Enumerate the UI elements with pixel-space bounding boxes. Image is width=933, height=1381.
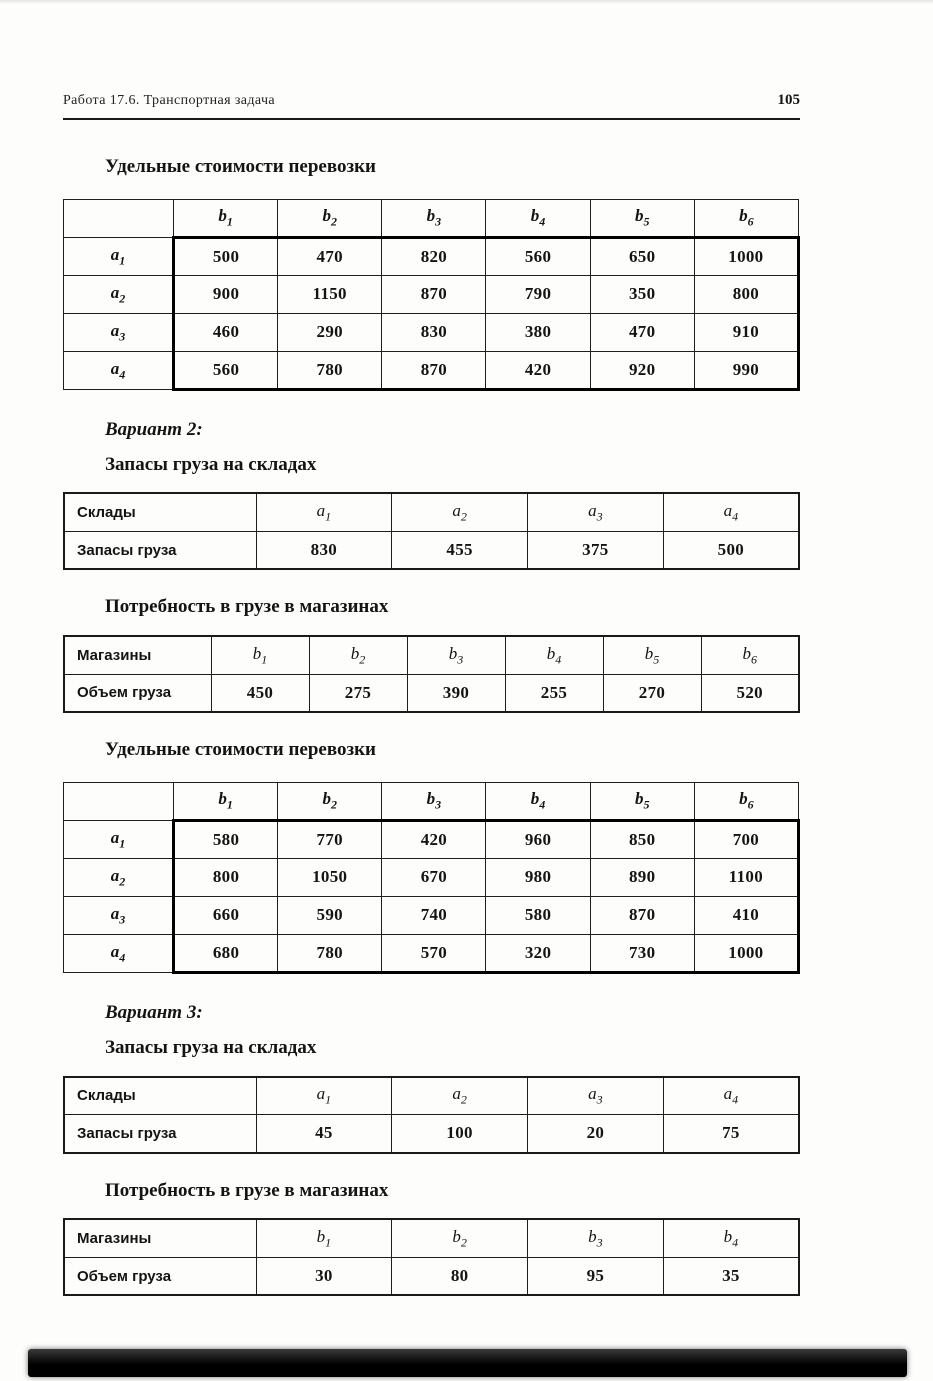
column-header [528, 1219, 664, 1257]
table-row [64, 896, 799, 934]
cost-value-cell: 870 [382, 351, 486, 389]
value-cell: 375 [528, 531, 664, 569]
value-cell: 270 [603, 674, 701, 712]
math-variable: a [723, 500, 733, 520]
cost-value-cell: 410 [694, 896, 798, 934]
cost-value-cell: 680 [174, 934, 278, 972]
math-subscript: 2 [330, 797, 337, 812]
column-header [256, 1077, 392, 1115]
math-variable: a [316, 500, 326, 520]
math-subscript: 4 [539, 214, 546, 229]
cost-value-cell: 990 [694, 351, 798, 389]
math-variable: b [723, 1226, 733, 1246]
math-variable: a [110, 827, 120, 847]
math-variable: b [218, 789, 227, 809]
table-row [64, 351, 799, 389]
value-cell: 830 [256, 531, 392, 569]
demand-table-variant2 [63, 635, 800, 713]
value-cell: 390 [407, 674, 505, 712]
math-subscript: 3 [119, 328, 126, 343]
value-cell: 455 [392, 531, 528, 569]
cost-value-cell: 570 [382, 934, 486, 972]
value-cell: 80 [392, 1257, 528, 1295]
value-cell: 45 [256, 1115, 392, 1153]
value-cell: 500 [663, 531, 799, 569]
math-subscript: 1 [325, 1092, 332, 1107]
column-header [256, 493, 392, 531]
cost-value-cell: 420 [486, 351, 590, 389]
column-header [603, 636, 701, 674]
math-subscript: 2 [460, 1092, 467, 1107]
column-header [590, 199, 694, 237]
math-subscript: 2 [330, 214, 337, 229]
heading-demand-2: Потребность в грузе в магазинах [105, 596, 389, 618]
math-variable: b [322, 789, 331, 809]
math-subscript: 2 [460, 1235, 467, 1250]
cost-value-cell: 960 [486, 820, 590, 858]
value-cell: 75 [663, 1115, 799, 1153]
math-variable: b [252, 643, 262, 663]
value-cell: 100 [392, 1115, 528, 1153]
column-header [392, 1219, 528, 1257]
page-content [63, 0, 800, 1296]
row-header [64, 820, 174, 858]
cost-value-cell: 1050 [278, 858, 382, 896]
heading-variant-2: Вариант 2: [105, 418, 203, 440]
column-header [256, 1219, 392, 1257]
math-variable: b [739, 789, 748, 809]
table-row [64, 858, 799, 896]
table-header-row [64, 636, 799, 674]
cost-value-cell: 320 [486, 934, 590, 972]
table-header-row [64, 493, 799, 531]
column-header [505, 636, 603, 674]
cost-value-cell: 870 [382, 275, 486, 313]
math-variable: b [634, 206, 644, 226]
table-header-row [64, 199, 799, 237]
column-header [309, 636, 407, 674]
row-header: Склады [64, 1077, 256, 1115]
column-header [174, 199, 278, 237]
cost-value-cell: 920 [590, 351, 694, 389]
cost-value-cell: 1150 [278, 275, 382, 313]
row-header [64, 858, 174, 896]
math-variable: a [110, 320, 120, 340]
math-subscript: 1 [119, 252, 126, 267]
column-header [278, 782, 382, 820]
cost-value-cell: 380 [486, 313, 590, 351]
row-header: Склады [64, 493, 256, 531]
cost-value-cell: 460 [174, 313, 278, 351]
row-header [64, 351, 174, 389]
math-variable: b [322, 206, 331, 226]
math-variable: b [546, 643, 556, 663]
cost-value-cell: 980 [486, 858, 590, 896]
math-subscript: 1 [325, 509, 332, 524]
math-variable: a [110, 358, 120, 378]
value-cell: 20 [528, 1115, 664, 1153]
cost-table-1 [63, 199, 800, 391]
cost-value-cell: 420 [382, 820, 486, 858]
heading-variant-3: Вариант 3: [105, 1001, 203, 1023]
math-variable: b [350, 643, 360, 663]
math-variable: a [316, 1084, 326, 1104]
value-cell: 520 [701, 674, 799, 712]
math-variable: b [634, 789, 644, 809]
table-row [64, 934, 799, 972]
math-subscript: 1 [261, 652, 268, 667]
running-header [63, 92, 800, 120]
cost-value-cell: 740 [382, 896, 486, 934]
math-subscript: 2 [119, 874, 126, 889]
cost-value-cell: 800 [694, 275, 798, 313]
math-subscript: 2 [460, 509, 467, 524]
row-header: Объем груза [64, 674, 211, 712]
math-variable: a [452, 500, 461, 520]
table-row [64, 1115, 799, 1153]
row-header [64, 237, 174, 275]
math-subscript: 3 [457, 652, 464, 667]
column-header [486, 199, 590, 237]
math-subscript: 2 [119, 290, 126, 305]
column-header [382, 782, 486, 820]
column-header [486, 782, 590, 820]
math-variable: b [218, 206, 227, 226]
math-subscript: 4 [732, 1092, 739, 1107]
math-variable: a [452, 1084, 461, 1104]
supply-table-variant3 [63, 1076, 800, 1154]
math-variable: b [426, 206, 436, 226]
table-header-row [64, 1077, 799, 1115]
table-row [64, 275, 799, 313]
column-header [663, 1077, 799, 1115]
table-row [64, 1257, 799, 1295]
math-subscript: 2 [359, 652, 366, 667]
math-subscript: 5 [643, 214, 650, 229]
math-variable: a [110, 903, 120, 923]
column-header [701, 636, 799, 674]
heading-demand-3: Потребность в грузе в магазинах [105, 1179, 389, 1201]
math-variable: b [426, 789, 436, 809]
math-subscript: 1 [226, 214, 233, 229]
column-header [694, 199, 798, 237]
cost-value-cell: 590 [278, 896, 382, 934]
table-corner-cell [64, 782, 174, 820]
column-header [174, 782, 278, 820]
math-subscript: 3 [435, 797, 442, 812]
math-variable: b [588, 1226, 597, 1246]
row-header [64, 275, 174, 313]
math-subscript: 4 [555, 652, 562, 667]
heading-supply-3: Запасы груза на складах [105, 1036, 317, 1058]
scan-edge-artifact [28, 1349, 907, 1377]
table-row [64, 674, 799, 712]
cost-value-cell: 660 [174, 896, 278, 934]
row-header: Магазины [64, 636, 211, 674]
math-subscript: 4 [539, 797, 546, 812]
math-subscript: 3 [596, 509, 603, 524]
math-subscript: 4 [119, 950, 126, 965]
column-header [407, 636, 505, 674]
cost-value-cell: 910 [694, 313, 798, 351]
math-variable: b [644, 643, 654, 663]
row-header [64, 313, 174, 351]
row-header [64, 934, 174, 972]
column-header [663, 493, 799, 531]
column-header [278, 199, 382, 237]
cost-value-cell: 730 [590, 934, 694, 972]
math-subscript: 6 [747, 214, 754, 229]
cost-value-cell: 670 [382, 858, 486, 896]
math-variable: a [110, 941, 120, 961]
demand-table-variant3 [63, 1218, 800, 1296]
math-subscript: 3 [596, 1092, 603, 1107]
math-variable: b [530, 789, 540, 809]
math-variable: b [452, 1226, 461, 1246]
math-subscript: 1 [325, 1235, 332, 1250]
math-subscript: 1 [119, 836, 126, 851]
cost-value-cell: 560 [486, 237, 590, 275]
cost-value-cell: 780 [278, 351, 382, 389]
supply-table-variant2 [63, 492, 800, 570]
cost-value-cell: 700 [694, 820, 798, 858]
cost-value-cell: 560 [174, 351, 278, 389]
math-variable: a [588, 500, 597, 520]
row-header: Магазины [64, 1219, 256, 1257]
value-cell: 450 [211, 674, 309, 712]
heading-supply-2: Запасы груза на складах [105, 453, 317, 475]
column-header [694, 782, 798, 820]
cost-value-cell: 800 [174, 858, 278, 896]
cost-value-cell: 350 [590, 275, 694, 313]
value-cell: 35 [663, 1257, 799, 1295]
column-header [590, 782, 694, 820]
column-header [211, 636, 309, 674]
table-corner-cell [64, 199, 174, 237]
math-subscript: 6 [747, 797, 754, 812]
cost-value-cell: 470 [590, 313, 694, 351]
math-subscript: 4 [732, 509, 739, 524]
cost-value-cell: 790 [486, 275, 590, 313]
math-subscript: 5 [653, 652, 660, 667]
cost-value-cell: 1100 [694, 858, 798, 896]
cost-value-cell: 900 [174, 275, 278, 313]
math-subscript: 4 [119, 366, 126, 381]
cost-value-cell: 500 [174, 237, 278, 275]
math-variable: b [448, 643, 458, 663]
math-variable: b [316, 1226, 326, 1246]
cost-value-cell: 1000 [694, 237, 798, 275]
column-header [392, 1077, 528, 1115]
math-subscript: 3 [119, 912, 126, 927]
column-header [528, 493, 664, 531]
cost-value-cell: 580 [486, 896, 590, 934]
cost-value-cell: 650 [590, 237, 694, 275]
math-subscript: 6 [751, 652, 757, 667]
value-cell: 30 [256, 1257, 392, 1295]
math-variable: a [110, 865, 120, 885]
column-header [392, 493, 528, 531]
math-subscript: 3 [435, 214, 442, 229]
cost-table-2 [63, 782, 800, 974]
math-subscript: 4 [732, 1235, 739, 1250]
cost-value-cell: 1000 [694, 934, 798, 972]
cost-value-cell: 870 [590, 896, 694, 934]
cost-value-cell: 830 [382, 313, 486, 351]
value-cell: 95 [528, 1257, 664, 1295]
table-row [64, 820, 799, 858]
math-variable: a [110, 282, 120, 302]
table-row [64, 237, 799, 275]
math-variable: a [588, 1084, 597, 1104]
math-variable: b [739, 206, 748, 226]
cost-value-cell: 780 [278, 934, 382, 972]
row-header: Запасы груза [64, 1115, 256, 1153]
value-cell: 255 [505, 674, 603, 712]
cost-value-cell: 890 [590, 858, 694, 896]
math-subscript: 1 [226, 797, 233, 812]
heading-unit-costs-1: Удельные стоимости перевозки [105, 156, 376, 177]
cost-value-cell: 290 [278, 313, 382, 351]
column-header [382, 199, 486, 237]
row-header [64, 896, 174, 934]
column-header [528, 1077, 664, 1115]
math-variable: a [110, 244, 120, 264]
cost-value-cell: 470 [278, 237, 382, 275]
cost-value-cell: 580 [174, 820, 278, 858]
math-variable: b [530, 206, 540, 226]
row-header: Объем груза [64, 1257, 256, 1295]
column-header [663, 1219, 799, 1257]
math-variable: a [723, 1084, 733, 1104]
page-number: 105 [777, 92, 800, 108]
cost-value-cell: 820 [382, 237, 486, 275]
value-cell: 275 [309, 674, 407, 712]
math-subscript: 3 [596, 1235, 603, 1250]
cost-value-cell: 770 [278, 820, 382, 858]
running-title: Работа 17.6. Транспортная задача [63, 93, 276, 108]
table-header-row [64, 1219, 799, 1257]
cost-value-cell: 850 [590, 820, 694, 858]
table-row [64, 531, 799, 569]
table-row [64, 313, 799, 351]
row-header: Запасы груза [64, 531, 256, 569]
heading-unit-costs-2: Удельные стоимости перевозки [105, 739, 376, 761]
math-subscript: 5 [643, 797, 650, 812]
table-header-row [64, 782, 799, 820]
math-variable: b [742, 643, 751, 663]
